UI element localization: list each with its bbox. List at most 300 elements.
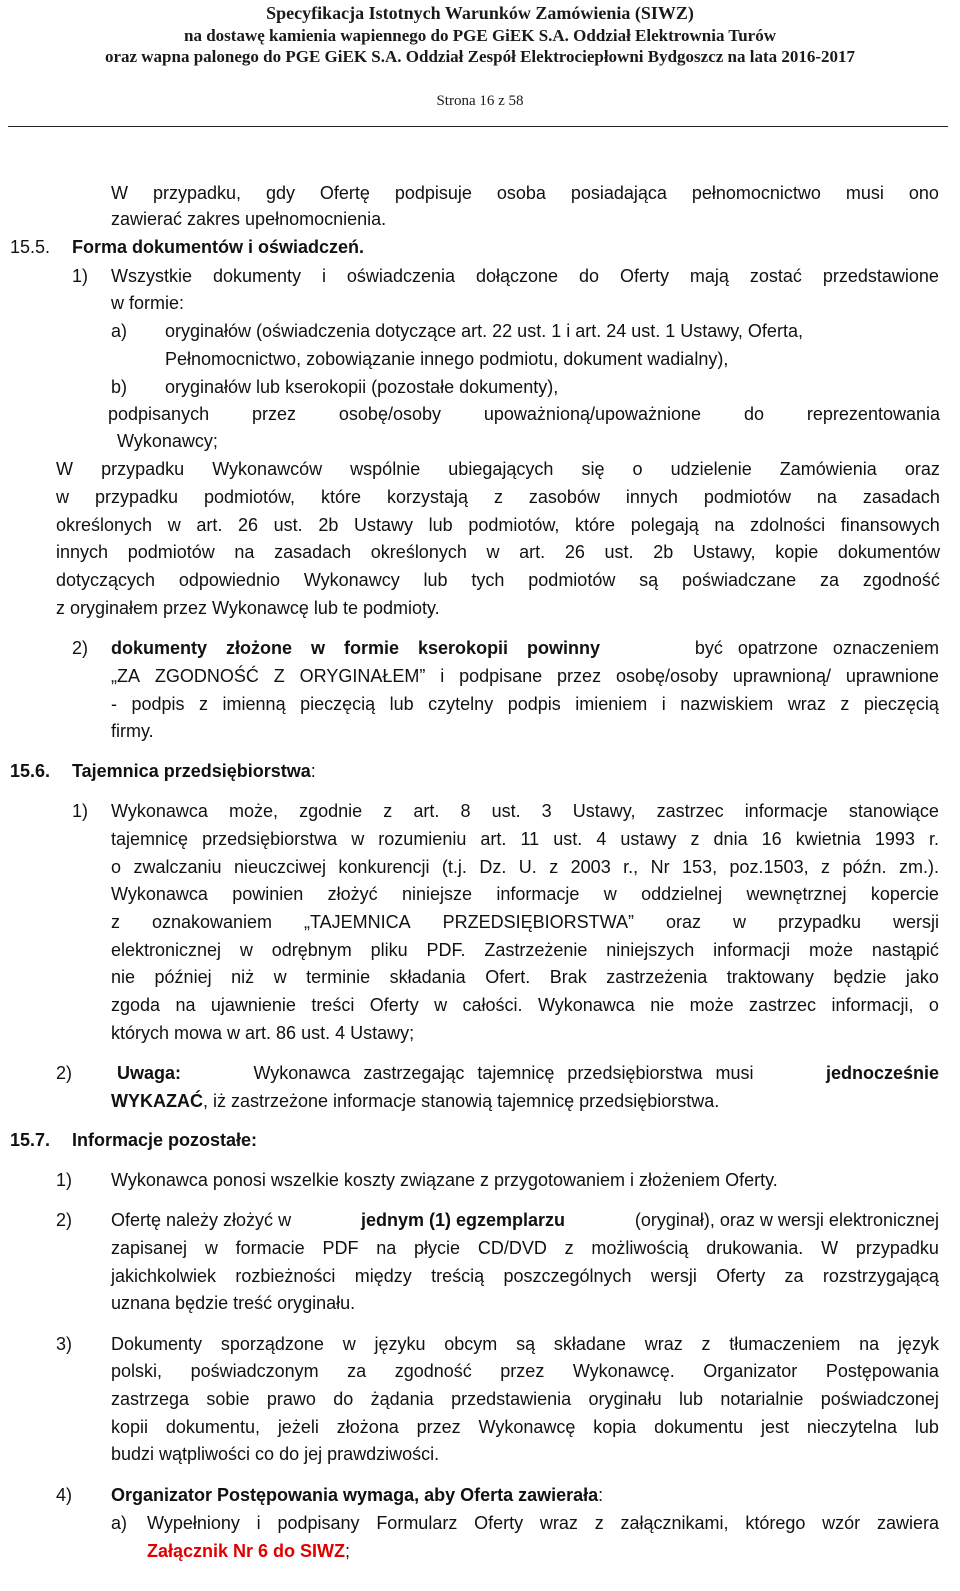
word: zwalczaniu	[133, 857, 222, 877]
word: w	[273, 967, 287, 987]
text-line: Pełnomocnictwo, zobowiązanie innego podmiotu, dokument wadialny),	[165, 349, 729, 369]
word: przypadku	[855, 1238, 939, 1258]
word: może	[689, 995, 734, 1015]
word: poszczególnych	[503, 1266, 632, 1286]
word: o	[928, 995, 939, 1015]
text: , iż zastrzeżone informacje stanowią tajemnicę przedsiębiorstwa.	[203, 1091, 720, 1111]
text-line	[111, 856, 939, 878]
word: tajemnicę	[111, 829, 189, 849]
word: przypadku	[94, 487, 179, 507]
word: może,	[228, 801, 278, 821]
text-line	[108, 403, 940, 425]
list-letter: b)	[111, 377, 128, 397]
bold-text: WYKAZAĆ	[111, 1091, 203, 1111]
word: odrębnym	[271, 940, 352, 960]
bold-text: Organizator Postępowania wymaga, aby Oferta zawierała	[111, 1485, 599, 1505]
word: ZGODNOŚĆ	[154, 666, 259, 686]
word: może	[809, 940, 854, 960]
word: Oferty	[619, 266, 669, 286]
section-number: 15.5.	[10, 237, 51, 257]
word: którego	[745, 1513, 806, 1533]
word: o	[111, 857, 122, 877]
word: informacje	[496, 884, 580, 904]
word: Postępowania	[825, 1361, 939, 1381]
word: U.	[518, 857, 537, 877]
word: zgodność	[862, 570, 940, 590]
text: Wykonawca zastrzegając tajemnicę przedsiębiorstwa musi	[253, 1063, 754, 1083]
word: w	[486, 542, 500, 562]
word: prawo	[266, 1389, 316, 1409]
word: W	[111, 183, 128, 203]
word: przedstawienia	[451, 1389, 572, 1409]
word: art.	[519, 542, 546, 562]
word: PDF.	[426, 940, 466, 960]
word: poświadczane	[682, 570, 797, 590]
text-line: firmy.	[111, 721, 154, 741]
word: z	[383, 801, 393, 821]
text-line	[111, 883, 939, 905]
list-letter: a)	[111, 1513, 128, 1533]
text-line	[111, 1090, 719, 1112]
text-line	[111, 1484, 603, 1506]
bold-text: jednym (1) egzemplarzu	[360, 1210, 565, 1230]
word: konkurencji	[338, 857, 430, 877]
word: zostać	[749, 266, 802, 286]
word: z	[549, 857, 559, 877]
word: udzielenie	[670, 459, 752, 479]
text-line	[117, 1062, 939, 1084]
text-line: oryginałów lub kserokopii (pozostałe dokumenty),	[165, 377, 559, 397]
word: tych	[471, 570, 505, 590]
word: poz.1503,	[729, 857, 809, 877]
word: treścią	[431, 1266, 485, 1286]
word: wewnętrznej	[746, 884, 847, 904]
list-number: 1)	[56, 1170, 73, 1190]
word: lub	[678, 1389, 703, 1409]
word: zgodność	[394, 1361, 472, 1381]
word: zastrzec	[749, 995, 817, 1015]
word: oddzielnej	[641, 884, 723, 904]
word: z	[199, 694, 209, 714]
header-subtitle-2: oraz wapna palonego do PGE GiEK S.A. Oddział Zespół Elektrociepłowni Bydgoszcz na lata 2016-2017	[104, 47, 856, 66]
word: odpowiednio	[178, 570, 280, 590]
word: jakichkolwiek	[111, 1266, 217, 1286]
word: zdolności	[750, 515, 826, 535]
text-line	[56, 458, 940, 480]
word: z	[690, 829, 700, 849]
word: osoba	[496, 183, 546, 203]
word: 8	[460, 801, 471, 821]
word: PDF	[322, 1238, 359, 1258]
word: CD/DVD	[477, 1238, 547, 1258]
text-line: oryginałów (oświadczenia dotyczące art. 22 ust. 1 i art. 24 ust. 1 Ustawy, Oferta,	[165, 321, 803, 341]
word: zastrzeżenia	[606, 967, 708, 987]
word: polski,	[111, 1361, 163, 1381]
word: przez	[416, 1417, 461, 1437]
word: Wypełniony	[147, 1513, 240, 1533]
attachment-reference: Załącznik Nr 6 do SIWZ	[147, 1541, 346, 1561]
word: do	[333, 1389, 354, 1409]
word: Wykonawca	[111, 801, 208, 821]
word: upoważnioną/upoważnione	[483, 404, 702, 424]
word: wersji	[650, 1266, 697, 1286]
word: z	[840, 694, 850, 714]
word: za	[347, 1361, 367, 1381]
word: art.	[480, 829, 507, 849]
word: na	[376, 1238, 397, 1258]
text-line: których mowa w art. 86 ust. 4 Ustawy;	[111, 1023, 415, 1043]
word: przez	[557, 666, 602, 686]
text-line: uznana będzie treść oryginału.	[111, 1293, 356, 1313]
word: powinien	[232, 884, 304, 904]
word: w	[603, 884, 617, 904]
word: z	[493, 487, 503, 507]
word: elektronicznej	[111, 940, 222, 960]
word: ORYGINAŁEM”	[299, 666, 426, 686]
word: niniejszych	[606, 940, 695, 960]
word: musi	[845, 183, 884, 203]
word: imieniem	[575, 694, 648, 714]
word: z	[111, 912, 120, 932]
word: między	[354, 1266, 412, 1286]
word: ustawy	[620, 829, 677, 849]
word: Oferty	[474, 1513, 524, 1533]
word: za	[819, 570, 839, 590]
text-line	[111, 265, 939, 287]
word: obcym	[444, 1334, 498, 1354]
word: uprawnioną/	[732, 666, 831, 686]
word: przedstawione	[822, 266, 939, 286]
semicolon: ;	[345, 1541, 351, 1561]
word: na	[234, 542, 255, 562]
word: formacie	[235, 1238, 305, 1258]
word: W	[56, 459, 73, 479]
word: pełnomocnictwo	[691, 183, 821, 203]
word: przez	[500, 1361, 545, 1381]
word: zastrzec	[656, 801, 724, 821]
word: się	[581, 459, 605, 479]
word: ono	[908, 183, 939, 203]
word: kopia	[593, 1417, 637, 1437]
word: 26	[564, 542, 585, 562]
word: złożona	[336, 1417, 399, 1437]
word: -	[111, 694, 117, 714]
word: Nr	[650, 857, 670, 877]
word: podmiotów	[127, 542, 215, 562]
word: zapisanej	[111, 1238, 188, 1258]
word: informacji	[713, 940, 791, 960]
section-title-line	[72, 760, 316, 782]
word: dołączone	[475, 266, 559, 286]
word: lub	[389, 694, 414, 714]
text-line	[111, 1237, 939, 1259]
word: nieczytelna	[806, 1417, 897, 1437]
word: 11	[520, 829, 540, 849]
word: jako	[905, 967, 939, 987]
word: W	[821, 1238, 839, 1258]
text-line	[111, 1360, 939, 1382]
word: język	[897, 1334, 939, 1354]
word: wzór	[822, 1513, 861, 1533]
word: innych	[625, 487, 678, 507]
list-number: 2)	[56, 1210, 73, 1230]
word: podmiotów	[528, 570, 616, 590]
text-line: z oryginałem przez Wykonawcę lub te podmioty.	[56, 598, 440, 618]
word: podmiotów,	[468, 515, 560, 535]
word: ujawnienie	[210, 995, 296, 1015]
word: w	[204, 1238, 218, 1258]
text: Ofertę należy złożyć w	[111, 1210, 292, 1230]
word: nazwiskiem	[680, 694, 774, 714]
word: o	[632, 459, 643, 479]
word: dotyczących	[56, 570, 156, 590]
word: wraz	[539, 1513, 578, 1533]
word: na	[175, 995, 196, 1015]
word: z	[564, 1238, 574, 1258]
word: „TAJEMNICA	[304, 912, 411, 932]
word: informacji,	[831, 995, 914, 1015]
word: będzie	[833, 967, 887, 987]
word: w	[342, 1334, 356, 1354]
word: Formularz	[376, 1513, 458, 1533]
word: drukowania.	[706, 1238, 804, 1258]
word: zasobów	[528, 487, 600, 507]
text-line	[111, 939, 939, 961]
word: finansowych	[840, 515, 940, 535]
word: nastąpić	[871, 940, 939, 960]
word: stanowiące	[848, 801, 939, 821]
word: reprezentowania	[806, 404, 940, 424]
word: Dz.	[479, 857, 507, 877]
text-line	[111, 665, 939, 687]
word: osobę/osoby	[338, 404, 441, 424]
word: Wykonawcy	[303, 570, 400, 590]
word: nieuczciwej	[233, 857, 326, 877]
word: w	[167, 515, 181, 535]
word: r.,	[623, 857, 639, 877]
word: wspólnie	[350, 459, 421, 479]
word: poświadczonej	[820, 1389, 939, 1409]
text: być opatrzone oznaczeniem	[694, 638, 939, 658]
word: do	[743, 404, 764, 424]
list-number: 1)	[72, 801, 89, 821]
word: rozumieniu	[378, 829, 467, 849]
word: informacje	[744, 801, 828, 821]
word: ubiegających	[448, 459, 554, 479]
word: mają	[689, 266, 729, 286]
word: podpis	[131, 694, 185, 714]
word: ust.	[273, 515, 303, 535]
section-title: Informacje pozostałe:	[72, 1130, 258, 1150]
word: możliwością	[591, 1238, 689, 1258]
word: imienną	[222, 694, 286, 714]
word: Wykonawca	[537, 995, 635, 1015]
text-line	[111, 1333, 939, 1355]
word: jeżeli	[277, 1417, 319, 1437]
word: kopie	[775, 542, 819, 562]
word: 2b	[653, 542, 674, 562]
word: rozbieżności	[235, 1266, 336, 1286]
word: 16	[761, 829, 782, 849]
word: nie	[650, 995, 675, 1015]
word: Zastrzeżenie	[484, 940, 588, 960]
header-subtitle-1: na dostawę kamienia wapiennego do PGE GiEK S.A. Oddział Elektrownia Turów	[184, 26, 776, 45]
word: składane	[553, 1334, 626, 1354]
word: dokumentu,	[165, 1417, 260, 1437]
text-line	[111, 693, 939, 715]
word: Wykonawcę.	[572, 1361, 675, 1381]
word: podpisane	[459, 666, 543, 686]
word: niniejsze	[401, 884, 473, 904]
word: w	[434, 995, 448, 1015]
word: dokumentów	[837, 542, 940, 562]
word: które	[575, 515, 616, 535]
list-number: 1)	[72, 266, 89, 286]
word: w	[351, 829, 365, 849]
word: art.	[413, 801, 440, 821]
word: składania	[389, 967, 466, 987]
word: Wykonawcę	[478, 1417, 576, 1437]
word: pieczęcią	[863, 694, 939, 714]
word: wraz	[787, 694, 826, 714]
word: w	[56, 487, 69, 507]
word: w	[239, 940, 253, 960]
word: określonych	[56, 515, 153, 535]
word: terminie	[306, 967, 371, 987]
word: Oferty	[369, 995, 419, 1015]
word: r.	[928, 829, 939, 849]
word: z	[594, 1513, 604, 1533]
word: lub	[423, 570, 448, 590]
word: 4	[596, 829, 607, 849]
word: gdy	[265, 183, 295, 203]
text-line	[147, 1512, 939, 1534]
word: polegają	[630, 515, 699, 535]
word: płycie	[414, 1238, 461, 1258]
word: zm.).	[898, 857, 939, 877]
word: 3	[541, 801, 552, 821]
word: zasadach	[862, 487, 940, 507]
word: korzystają	[386, 487, 468, 507]
text-line	[111, 1265, 939, 1287]
bold-text: jednocześnie	[825, 1063, 939, 1083]
word: żądania	[370, 1389, 434, 1409]
word: jest	[761, 1417, 790, 1437]
text-line	[111, 182, 939, 204]
word: i	[321, 266, 326, 286]
word: podpisuje	[394, 183, 472, 203]
word: kopercie	[870, 884, 939, 904]
text-line	[56, 569, 940, 591]
word: Ustawy,	[572, 801, 636, 821]
word: kwietnia	[795, 829, 861, 849]
word: które	[320, 487, 362, 507]
word: ust.	[553, 829, 583, 849]
word: Ustawy	[353, 515, 413, 535]
word: załącznikami,	[620, 1513, 729, 1533]
word: złożyć	[327, 884, 378, 904]
word: przedsiębiorstwa	[202, 829, 338, 849]
text-line: zawierać zakres upełnomocnienia.	[111, 209, 387, 229]
word: zastrzega	[111, 1389, 190, 1409]
word: notarialnie	[720, 1389, 804, 1409]
text-line	[111, 637, 939, 659]
text-line: w formie:	[111, 293, 185, 313]
word: i	[440, 666, 445, 686]
word: Organizator	[703, 1361, 798, 1381]
section-title: Tajemnica przedsiębiorstwa	[72, 761, 311, 781]
word: podpisanych	[108, 404, 210, 424]
word: sporządzone	[220, 1334, 324, 1354]
word: przypadku,	[152, 183, 241, 203]
word: w	[732, 912, 746, 932]
word: są	[516, 1334, 536, 1354]
word: za	[784, 1266, 804, 1286]
word: Z	[273, 666, 285, 686]
word: Brak	[549, 967, 587, 987]
word: późn.	[842, 857, 887, 877]
word: rozstrzygającą	[822, 1266, 939, 1286]
word: z	[821, 857, 831, 877]
word: zasadach	[274, 542, 352, 562]
word: później	[154, 967, 212, 987]
word: lub	[428, 515, 453, 535]
word: na	[714, 515, 735, 535]
header-title: Specyfikacja Istotnych Warunków Zamówienia (SIWZ)	[266, 3, 694, 23]
word: do	[578, 266, 599, 286]
word: zgoda	[111, 995, 161, 1015]
word: przez	[251, 404, 296, 424]
word: ust.	[491, 801, 521, 821]
text-line: budzi wątpliwości co do jej prawdziwości.	[111, 1444, 440, 1464]
list-number: 2)	[56, 1063, 73, 1083]
word: 2003	[570, 857, 611, 877]
text: (oryginał), oraz w wersji elektronicznej	[634, 1210, 939, 1230]
word: czytelny	[428, 694, 494, 714]
word: tłumaczeniem	[729, 1334, 841, 1354]
word: przypadku	[777, 912, 861, 932]
word: i	[661, 694, 666, 714]
colon: :	[598, 1485, 604, 1505]
word: oznakowaniem	[151, 912, 273, 932]
word: języku	[374, 1334, 426, 1354]
text-line	[111, 1209, 939, 1231]
word: nie	[111, 967, 136, 987]
text-line	[111, 800, 939, 822]
word: z	[701, 1334, 711, 1354]
word: zgodnie	[299, 801, 363, 821]
colon: :	[310, 761, 316, 781]
word: podmiotów	[703, 487, 791, 507]
text-line	[56, 541, 940, 563]
word: ust.	[604, 542, 634, 562]
text-line	[111, 1416, 939, 1438]
word: na	[816, 487, 837, 507]
word: 1993	[874, 829, 915, 849]
word: 2b	[318, 515, 339, 535]
word: oraz	[665, 912, 701, 932]
word: są	[639, 570, 659, 590]
uwaga-label: Uwaga:	[117, 1063, 182, 1083]
word: podmiotów,	[203, 487, 296, 507]
list-letter: a)	[111, 321, 128, 341]
word: Ofert.	[485, 967, 531, 987]
word: niż	[231, 967, 255, 987]
word: osobę/osoby	[615, 666, 719, 686]
text-line	[147, 1540, 350, 1562]
word: dokumenty	[212, 266, 302, 286]
word: PRZEDSIĘBIORSTWA”	[442, 912, 635, 932]
